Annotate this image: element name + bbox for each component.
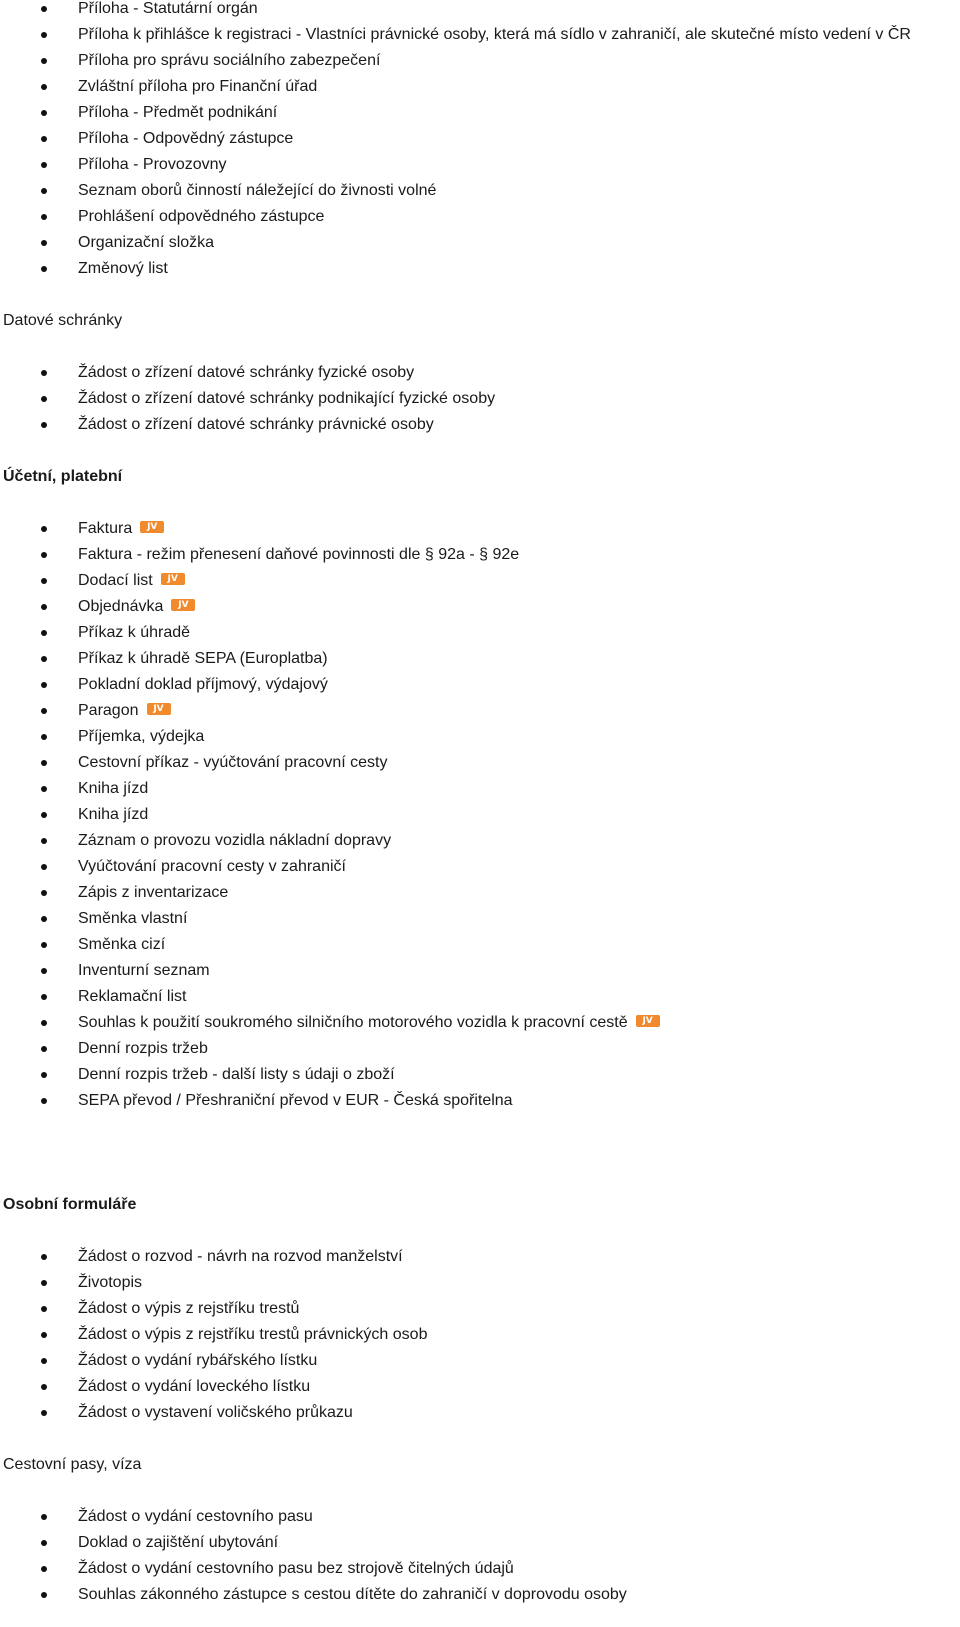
bullet-icon [41, 1072, 47, 1078]
bullet-icon [41, 630, 47, 636]
form-link[interactable]: Žádost o zřízení datové schránky fyzické osoby [78, 364, 415, 381]
form-link[interactable]: Příloha - Předmět podnikání [78, 104, 278, 121]
form-link[interactable]: Vyúčtování pracovní cesty v zahraničí [78, 858, 346, 875]
bullet-icon [41, 136, 47, 142]
list-item[interactable] [0, 672, 960, 698]
list-item[interactable] [0, 646, 960, 672]
list-item[interactable] [0, 1036, 960, 1062]
form-link[interactable]: Doklad o zajištění ubytování [78, 1534, 279, 1551]
form-link[interactable]: Denní rozpis tržeb [78, 1040, 208, 1057]
list-item[interactable] [0, 1582, 960, 1608]
form-link[interactable]: Žádost o vydání rybářského lístku [78, 1352, 318, 1369]
bullet-icon [41, 1566, 47, 1572]
bullet-icon [41, 1358, 47, 1364]
list-top [0, 0, 960, 282]
list-item[interactable] [0, 958, 960, 984]
form-link[interactable]: Seznam oborů činností náležející do živnosti volné [78, 182, 437, 199]
bullet-icon [41, 58, 47, 64]
list-item[interactable] [0, 1296, 960, 1322]
list-item[interactable] [0, 0, 960, 22]
bullet-icon [41, 812, 47, 818]
list-item[interactable] [0, 22, 960, 48]
form-link[interactable]: Příloha - Provozovny [78, 156, 227, 173]
bullet-icon [41, 942, 47, 948]
bullet-icon [41, 1384, 47, 1390]
list-item[interactable] [0, 1010, 960, 1036]
list-item[interactable] [0, 1062, 960, 1088]
bullet-icon [41, 734, 47, 740]
jv-badge-icon[interactable]: JV [171, 599, 195, 611]
list-item[interactable] [0, 1270, 960, 1296]
heading-osobni-formulare: Osobní formuláře [3, 1196, 137, 1213]
form-link[interactable]: SEPA převod / Přeshraniční převod v EUR - Česká spořitelna [78, 1092, 513, 1109]
list-item[interactable] [0, 906, 960, 932]
bullet-icon [41, 968, 47, 974]
list-item[interactable] [0, 828, 960, 854]
bullet-icon [41, 266, 47, 272]
form-link[interactable]: Faktura - režim přenesení daňové povinnosti dle § 92a - § 92e [78, 546, 520, 563]
bullet-icon [41, 786, 47, 792]
form-link[interactable]: Organizační složka [78, 234, 215, 251]
form-link[interactable]: Záznam o provozu vozidla nákladní dopravy [78, 832, 392, 849]
list-item[interactable] [0, 74, 960, 100]
list-item[interactable] [0, 1556, 960, 1582]
form-link[interactable]: Příloha - Odpovědný zástupce [78, 130, 294, 147]
form-link[interactable]: Souhlas zákonného zástupce s cestou dítěte do zahraničí v doprovodu osoby [78, 1586, 627, 1603]
form-link[interactable]: Příloha - Statutární orgán [78, 0, 258, 17]
form-link[interactable]: Žádost o zřízení datové schránky právnické osoby [78, 416, 434, 433]
bullet-icon [41, 370, 47, 376]
bullet-icon [41, 214, 47, 220]
list-item[interactable] [0, 516, 960, 542]
form-link[interactable]: Souhlas k použití soukromého silničního motorového vozidla k pracovní cestě [78, 1014, 628, 1031]
bullet-icon [41, 240, 47, 246]
list-item[interactable] [0, 1088, 960, 1114]
bullet-icon [41, 6, 47, 12]
bullet-icon [41, 526, 47, 532]
bullet-icon [41, 604, 47, 610]
jv-badge-icon[interactable]: JV [161, 573, 185, 585]
form-link[interactable]: Změnový list [78, 260, 168, 277]
heading-ucetni-platebni: Účetní, platební [3, 468, 123, 485]
form-link[interactable]: Reklamační list [78, 988, 187, 1005]
form-link[interactable]: Žádost o výpis z rejstříku trestů právnických osob [78, 1326, 428, 1343]
form-link[interactable]: Směnka vlastní [78, 910, 188, 927]
bullet-icon [41, 994, 47, 1000]
bullet-icon [41, 552, 47, 558]
form-link[interactable]: Cestovní příkaz - vyúčtování pracovní cesty [78, 754, 388, 771]
list-item[interactable] [0, 620, 960, 646]
list-item[interactable] [0, 1348, 960, 1374]
list-item[interactable] [0, 568, 960, 594]
bullet-icon [41, 84, 47, 90]
list-item[interactable] [0, 360, 960, 386]
bullet-icon [41, 578, 47, 584]
list-item[interactable] [0, 698, 960, 724]
jv-badge-icon[interactable]: JV [636, 1015, 660, 1027]
bullet-icon [41, 110, 47, 116]
form-link[interactable]: Faktura [78, 520, 133, 537]
list-osobni-formulare [0, 1244, 960, 1426]
list-item[interactable] [0, 412, 960, 438]
form-link[interactable]: Kniha jízd [78, 780, 149, 797]
form-link[interactable]: Kniha jízd [78, 806, 149, 823]
list-item[interactable] [0, 386, 960, 412]
bullet-icon [41, 682, 47, 688]
bullet-icon [41, 396, 47, 402]
list-item[interactable] [0, 1400, 960, 1426]
heading-cestovni-pasy: Cestovní pasy, víza [3, 1456, 142, 1473]
bullet-icon [41, 188, 47, 194]
form-link[interactable]: Inventurní seznam [78, 962, 210, 979]
list-item[interactable] [0, 724, 960, 750]
form-link[interactable]: Žádost o vydání cestovního pasu [78, 1508, 313, 1525]
bullet-icon [41, 864, 47, 870]
bullet-icon [41, 1046, 47, 1052]
bullet-icon [41, 1514, 47, 1520]
form-link[interactable]: Příjemka, výdejka [78, 728, 205, 745]
form-link[interactable]: Příloha pro správu sociálního zabezpečení [78, 52, 381, 69]
bullet-icon [41, 1332, 47, 1338]
list-item[interactable] [0, 776, 960, 802]
list-item[interactable] [0, 594, 960, 620]
bullet-icon [41, 916, 47, 922]
bullet-icon [41, 1410, 47, 1416]
list-item[interactable] [0, 126, 960, 152]
list-item[interactable] [0, 100, 960, 126]
jv-badge-icon[interactable]: JV [140, 521, 164, 533]
bullet-icon [41, 838, 47, 844]
jv-badge-icon[interactable]: JV [147, 703, 171, 715]
form-link[interactable]: Žádost o výpis z rejstříku trestů [78, 1300, 300, 1317]
bullet-icon [41, 32, 47, 38]
list-item[interactable] [0, 256, 960, 282]
bullet-icon [41, 890, 47, 896]
list-item[interactable] [0, 1530, 960, 1556]
bullet-icon [41, 1280, 47, 1286]
list-item[interactable] [0, 750, 960, 776]
bullet-icon [41, 656, 47, 662]
bullet-icon [41, 1098, 47, 1104]
list-item[interactable] [0, 802, 960, 828]
list-datove-schranky [0, 360, 960, 438]
form-link[interactable]: Dodací list [78, 572, 153, 589]
form-link[interactable]: Denní rozpis tržeb - další listy s údaji o zboží [78, 1066, 395, 1083]
bullet-icon [41, 422, 47, 428]
list-item[interactable] [0, 230, 960, 256]
form-link[interactable]: Pokladní doklad příjmový, výdajový [78, 676, 328, 693]
list-ucetni-platebni [0, 516, 960, 1114]
list-item[interactable] [0, 932, 960, 958]
bullet-icon [41, 1020, 47, 1026]
form-link[interactable]: Příkaz k úhradě SEPA (Europlatba) [78, 650, 328, 667]
list-item[interactable] [0, 542, 960, 568]
list-item[interactable] [0, 48, 960, 74]
heading-datove-schranky: Datové schránky [3, 312, 123, 329]
bullet-icon [41, 1592, 47, 1598]
form-link[interactable]: Žádost o vystavení voličského průkazu [78, 1404, 353, 1421]
form-link[interactable]: Směnka cizí [78, 936, 166, 953]
bullet-icon [41, 708, 47, 714]
form-link[interactable]: Příloha k přihlášce k registraci - Vlastníci právnické osoby, která má sídlo v zahraničí, ale skutečné místo vedení v ČR [78, 26, 911, 43]
list-item[interactable] [0, 854, 960, 880]
form-link[interactable]: Zápis z inventarizace [78, 884, 229, 901]
form-link[interactable]: Životopis [78, 1274, 143, 1291]
form-link[interactable]: Prohlášení odpovědného zástupce [78, 208, 325, 225]
form-link[interactable]: Paragon [78, 702, 139, 719]
form-link[interactable]: Žádost o zřízení datové schránky podnikající fyzické osoby [78, 390, 496, 407]
bullet-icon [41, 1254, 47, 1260]
form-link[interactable]: Žádost o rozvod - návrh na rozvod manželství [78, 1248, 403, 1265]
bullet-icon [41, 760, 47, 766]
form-link[interactable]: Příkaz k úhradě [78, 624, 191, 641]
bullet-icon [41, 162, 47, 168]
list-item[interactable] [0, 178, 960, 204]
list-cestovni-pasy [0, 1504, 960, 1608]
form-link[interactable]: Žádost o vydání loveckého lístku [78, 1378, 311, 1395]
list-item[interactable] [0, 1244, 960, 1270]
list-item[interactable] [0, 204, 960, 230]
list-item[interactable] [0, 152, 960, 178]
form-link[interactable]: Objednávka [78, 598, 164, 615]
list-item[interactable] [0, 880, 960, 906]
bullet-icon [41, 1540, 47, 1546]
list-item[interactable] [0, 1504, 960, 1530]
list-item[interactable] [0, 984, 960, 1010]
form-link[interactable]: Žádost o vydání cestovního pasu bez strojově čitelných údajů [78, 1560, 514, 1577]
bullet-icon [41, 1306, 47, 1312]
list-item[interactable] [0, 1322, 960, 1348]
list-item[interactable] [0, 1374, 960, 1400]
form-link[interactable]: Zvláštní příloha pro Finanční úřad [78, 78, 318, 95]
